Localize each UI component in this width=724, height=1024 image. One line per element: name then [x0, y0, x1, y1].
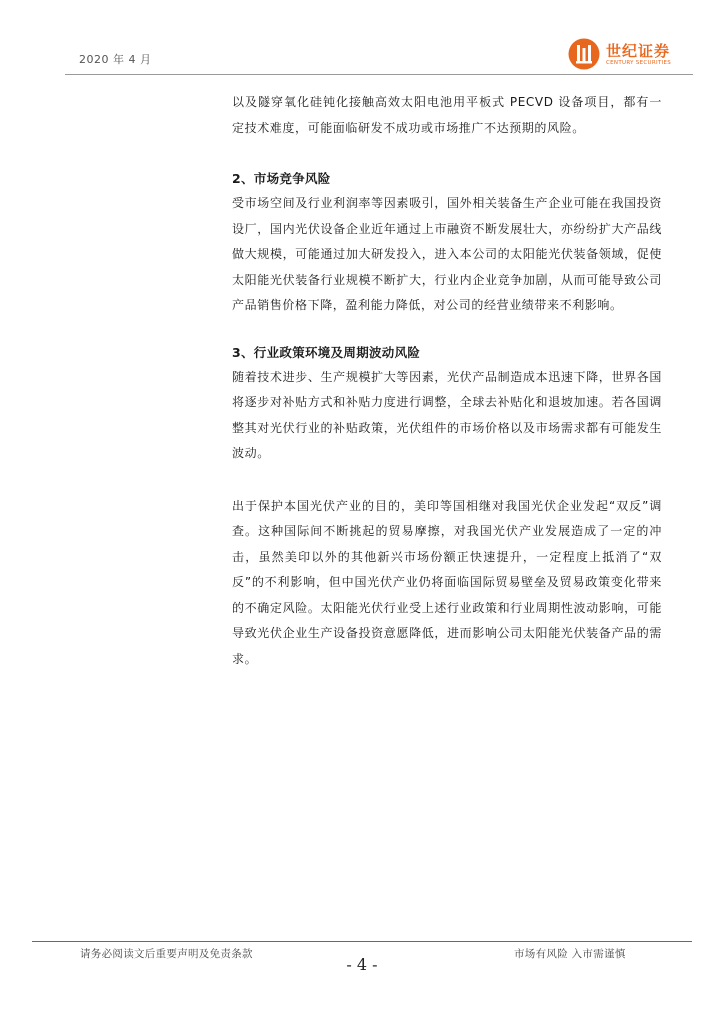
trade-friction-paragraph: 出于保护本国光伏产业的目的，美印等国相继对我国光伏企业发起“双反”调查。这种国际间不断挑起的贸易摩擦，对我国光伏产业发展造成了一定的冲击，虽然美印以外的其他新兴市场份额正快速提升，一定程度上抵消了“双反”的不利影响，但中国光伏产业仍将面临国际贸易壁垒及贸易政策变化带来的不确定风险。太阳能光伏行业受上述行业政策和行业周期性波动影响，可能导致光伏企业生产设备投资意愿降低，进而影响公司太阳能光伏装备产品的需求。 — [232, 498, 662, 666]
footer-disclaimer: 请务必阅读文后重要声明及免责条款 — [80, 948, 253, 960]
section-heading-market-competition: 2、市场竞争风险 — [232, 171, 331, 186]
century-securities-logo-icon — [568, 38, 600, 70]
page-number: - 4 - — [346, 955, 378, 974]
company-logo — [568, 38, 698, 72]
footer-risk-warning: 市场有风险 入市需谨慎 — [514, 948, 626, 960]
logo-english-name: CENTURY SECURITIES — [606, 60, 672, 66]
report-body — [232, 90, 662, 672]
market-competition-paragraph: 受市场空间及行业利润率等因素吸引，国外相关装备生产企业可能在我国投资设厂，国内光伏设备企业近年通过上市融资不断发展壮大，亦纷纷扩大产品线做大规模，可能通过加大研发投入，进入本公司的太阳能光伏装备领域，促使太阳能光伏装备行业规模不断扩大，行业内企业竞争加剧，从而可能导致公司产品销售价格下降，盈利能力降低，对公司的经营业绩带来不利影响。 — [232, 196, 662, 312]
header-divider — [65, 74, 693, 75]
logo-chinese-name: 世纪证券 — [606, 42, 671, 60]
footer-divider — [32, 941, 692, 942]
section-heading-policy-cycle-risk: 3、行业政策环境及周期波动风险 — [232, 344, 421, 360]
report-date: 2020 年 4 月 — [79, 53, 152, 66]
intro-paragraph: 以及隧穿氧化硅钝化接触高效太阳电池用平板式 PECVD 设备项目，都有一定技术难度，可能面临研发不成功或市场推广不达预期的风险。 — [232, 95, 662, 135]
policy-cycle-paragraph: 随着技术进步、生产规模扩大等因素，光伏产品制造成本迅速下降，世界各国将逐步对补贴方式和补贴力度进行调整，全球去补贴化和退坡加速。若各国调整其对光伏行业的补贴政策，光伏组件的市场价格以及市场需求都有可能发生波动。 — [232, 369, 662, 460]
